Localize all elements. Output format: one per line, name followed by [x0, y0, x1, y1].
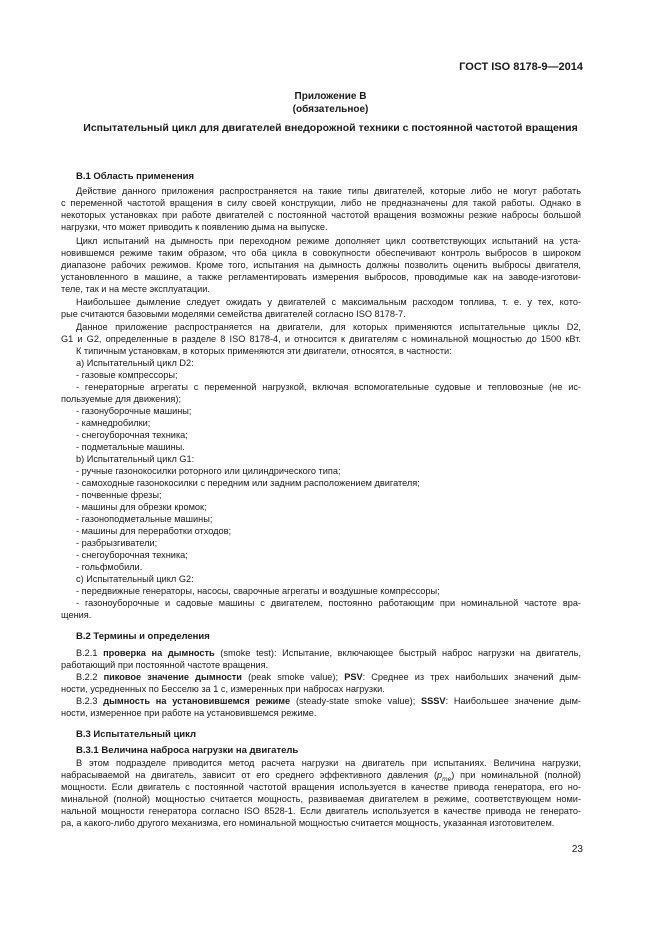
- abbreviation: SSSV: [421, 696, 446, 706]
- list-item: - машины для переработки отходов;: [76, 526, 232, 536]
- paragraph-line: мощности. Если двигатель с постоянной частотой вращения используется в качестве привода генератора, его но-: [61, 782, 581, 792]
- annex-heading: Испытательный цикл для двигателей внедорожной техники с постоянной частотой вращения: [83, 122, 578, 134]
- list-item-continuation: щения.: [61, 610, 92, 620]
- list-item-continuation: пользуемые для движения);: [61, 394, 181, 404]
- annex-title: Приложение В: [294, 91, 367, 102]
- paragraph-line: В этом подразделе приводится метод расчета нагрузки на двигатель при испытаниях. Величина нагрузки,: [76, 758, 581, 768]
- paragraph-line: установленного в машине, а также регламентировать измерения выбросов, проводимые как на заводе-изготови-: [61, 272, 581, 282]
- annex-type: (обязательное): [292, 104, 369, 115]
- page-number: 23: [571, 844, 583, 855]
- list-item: - газонуборочные машины;: [76, 406, 192, 416]
- paragraph-line: нагрузки, что может приводить к появлению дыма на выпуске.: [61, 222, 328, 232]
- list-item: - снегоуборочная техника;: [76, 550, 188, 560]
- paragraph-line: Цикл испытаний на дымность при переходном режиме дополняет цикл соответствующих испытаний на уста-: [76, 236, 581, 246]
- list-item: - передвижные генераторы, насосы, сварочные агрегаты и воздушные компрессоры;: [76, 586, 440, 596]
- list-item: - почвенные фрезы;: [76, 490, 162, 500]
- subsection-heading-b31: В.3.1 Величина наброса нагрузки на двигатель: [76, 745, 299, 756]
- section-heading-b3: В.3 Испытательный цикл: [76, 729, 197, 740]
- paragraph-line: Данное приложение распространяется на двигатели, для которых применяются испытательные циклы D2,: [76, 322, 581, 332]
- term: дымность на установившемся режиме: [103, 696, 291, 706]
- paragraph-line: минальной (полной) мощностью считается мощность, развиваемая двигателем в режиме, соответствующем номи-: [61, 794, 581, 804]
- list-item: - снегоуборочная техника;: [76, 430, 188, 440]
- definition-continuation: ности, усредненных по Бесселю за 1 с, измеренных при набросах нагрузки.: [61, 684, 385, 694]
- paragraph-line: Действие данного приложения распространяется на такие типы двигателей, которые либо не могут работать: [76, 186, 581, 196]
- abbreviation: PSV: [344, 672, 363, 682]
- list-item: - самоходные газонокосилки с передним или задним расположением двигателя;: [76, 478, 420, 488]
- list-heading: a) Испытательный цикл D2:: [76, 358, 194, 368]
- list-heading: b) Испытательный цикл G1:: [76, 454, 195, 464]
- list-item: - ручные газонокосилки роторного или цилиндрического типа;: [76, 466, 341, 476]
- list-item: - гольфмобили.: [76, 562, 143, 572]
- paragraph-line: нальной мощности генератора согласно ISO 8528-1. Если двигатель используется в качестве привода не генерато-: [61, 806, 581, 816]
- section-heading-b2: В.2 Термины и определения: [76, 631, 210, 642]
- definition-continuation: работающий при постоянной частоте вращения.: [61, 660, 269, 670]
- paragraph-line: ра, а какого-либо другого механизма, его номинальной мощностью считается мощность, указанная изготовителем.: [61, 818, 555, 828]
- list-item: - газовые компрессоры;: [76, 370, 178, 380]
- paragraph-line: К типичным установкам, в которых применяются эти двигатели, относятся, в частности:: [76, 346, 452, 356]
- definition-continuation: ности, измеренное при работе на установившемся режиме.: [61, 708, 317, 718]
- symbol-subscript: me: [442, 775, 452, 783]
- paragraph-line: с переменной частотой вращения в силу своей конструкции, либо не предназначены для такой работы. Однако в: [61, 198, 581, 208]
- paragraph-line: G1 и G2, определенные в разделе 8 ISO 8178-4, и относится к двигателям с номинальной мощностью до 1500 кВт.: [61, 334, 581, 344]
- document-code: ГОСТ ISO 8178-9—2014: [459, 61, 583, 73]
- paragraph-line: диапазоне рабочих режимов. Кроме того, испытания на дымность должны позволить оценить выбросы двигателя,: [61, 260, 581, 270]
- paragraph-line: Наибольшее дымление следует ожидать у двигателей с максимальным расходом топлива, т. е. у тех, кото-: [76, 297, 581, 307]
- paragraph-line: новившемся режиме таким образом, что оба цикла в совокупности обеспечивают контроль выбросов в широком: [61, 248, 581, 258]
- paragraph-line: набрасываемой на двигатель, зависит от его среднего эффективного давления $(p_{me})$ при номинальной (полной): [61, 770, 581, 783]
- term: пиковое значение дымности: [103, 672, 242, 682]
- list-item: - газоноподметальные машины;: [76, 514, 213, 524]
- definition-b22: В.2.2 пиковое значение дымности (peak smoke value); PSV: Среднее из трех наибольших значений дым-: [76, 672, 581, 682]
- list-heading: c) Испытательный цикл G2:: [76, 574, 194, 584]
- section-heading-b1: В.1 Область применения: [76, 171, 195, 182]
- paragraph-line: теле, так и на месте эксплуатации.: [61, 284, 210, 294]
- list-item: - машины для обрезки кромок;: [76, 502, 207, 512]
- definition-b23: В.2.3 дымность на установившемся режиме (steady-state smoke value); SSSV: Наибольшее значение дым-: [76, 696, 581, 706]
- paragraph-line: некоторых установках при работе двигателей с постоянной частотой вращения возможны резкие набросы большой: [61, 210, 581, 220]
- list-item: - камнедробилки;: [76, 418, 151, 428]
- term: проверка на дымность: [103, 648, 215, 658]
- paragraph-line: рые считаются базовыми моделями семейства двигателей согласно ISO 8178-7.: [61, 309, 406, 319]
- list-item: - разбрызгиватели;: [76, 538, 158, 548]
- list-item: - газоноуборочные и садовые машины с двигателем, постоянно работающим при номинальной частоте вра-: [76, 598, 581, 608]
- symbol-p: p: [437, 770, 443, 780]
- definition-b21: В.2.1 проверка на дымность (smoke test): Испытание, включающее быстрый наброс нагрузки на двигатель,: [76, 648, 582, 658]
- list-item: - подметальные машины.: [76, 442, 185, 452]
- list-item: - генераторные агрегаты с переменной нагрузкой, включая вспомогательные судовые и тепловозные (не ис-: [76, 382, 581, 392]
